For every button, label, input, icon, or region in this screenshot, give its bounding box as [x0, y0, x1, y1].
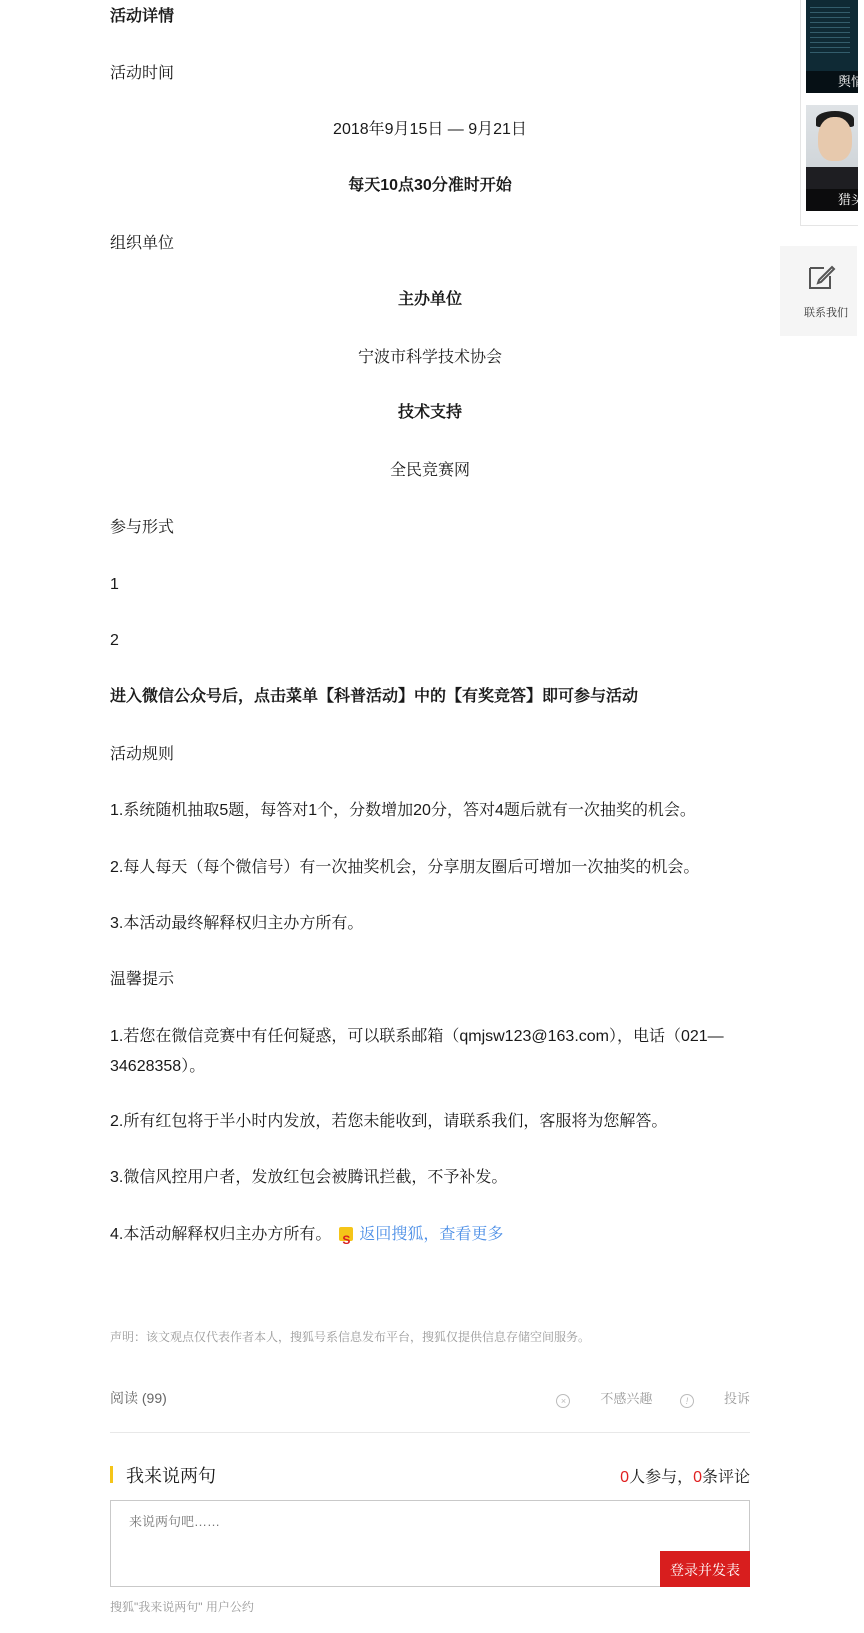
tips-label: 温馨提示 [110, 971, 175, 988]
date-range: 2018年9月15日 — 9月21日 [333, 121, 527, 138]
related-content-card [800, 0, 864, 226]
comment-header [110, 1460, 750, 1488]
comment-count-label: 条评论 [701, 1469, 750, 1486]
host-label: 主办单位 [397, 291, 462, 308]
portrait-face [818, 117, 852, 161]
form-label: 参与形式 [110, 519, 175, 536]
report-label: 投诉 [723, 1391, 750, 1406]
host-name: 宁波市科学技术协会 [357, 349, 502, 366]
tip-item: 1.若您在微信竞赛中有任何疑惑，可以联系邮箱（qmjsw123@163.com），电话（021—34628358）。 [110, 1028, 724, 1075]
edit-icon [806, 262, 836, 292]
related-thumbnail[interactable] [806, 0, 864, 93]
rule-item: 2.每人每天（每个微信号）有一次抽奖机会，分享朋友圈后可增加一次抽奖的机会。 [110, 859, 700, 876]
comment-title: 我来说两句 [126, 1466, 216, 1486]
login-and-post-button[interactable]: 登录并发表 [660, 1551, 750, 1587]
comment-input[interactable] [127, 1509, 731, 1563]
article-meta [110, 1388, 750, 1412]
comment-box [110, 1500, 750, 1587]
thumbnail-caption: 舆情 [806, 71, 858, 93]
comment-stats [620, 1464, 750, 1487]
start-time: 每天10点30分准时开始 [348, 177, 512, 194]
report-button[interactable] [680, 1391, 750, 1406]
sohu-logo-icon [339, 1227, 353, 1241]
rule-item: 1.系统随机抽取5题，每答对1个，分数增加20分，答对4题后就有一次抽奖的机会。 [110, 802, 696, 819]
back-to-sohu-link[interactable]: 返回搜狐，查看更多 [359, 1226, 504, 1243]
contact-us-button[interactable] [780, 246, 857, 336]
rules-label: 活动规则 [110, 746, 175, 763]
participant-count: 0 [620, 1469, 630, 1486]
contact-us-label: 联系我们 [804, 307, 848, 319]
disclaimer: 声明：该文观点仅代表作者本人，搜狐号系信息发布平台，搜狐仅提供信息存储空间服务。 [110, 1330, 591, 1344]
participant-label: 人参与， [629, 1469, 694, 1486]
user-agreement-link[interactable]: 搜狐"我来说两句" 用户公约 [110, 1600, 254, 1614]
not-interested-button[interactable] [556, 1391, 652, 1406]
section-heading: 活动详情 [110, 8, 175, 25]
thumbnail-caption: 猎头 [806, 189, 858, 211]
step-1: 1 [110, 576, 119, 593]
close-circle-icon: × [556, 1394, 570, 1408]
divider [110, 1432, 750, 1433]
not-interested-label: 不感兴趣 [600, 1391, 653, 1406]
join-instruction: 进入微信公众号后，点击菜单【科普活动】中的【有奖竞答】即可参与活动 [110, 688, 639, 705]
time-label: 活动时间 [110, 65, 175, 82]
tip-item: 3.微信风控用户者，发放红包会被腾讯拦截，不予补发。 [110, 1169, 508, 1186]
tip-item: 4.本活动解释权归主办方所有。 [110, 1226, 332, 1243]
comment-count: 0 [693, 1469, 702, 1486]
warning-icon: ! [680, 1394, 694, 1408]
tip-item: 2.所有红包将于半小时内发放，若您未能收到，请联系我们，客服将为您解答。 [110, 1113, 668, 1130]
tech-label: 技术支持 [397, 404, 462, 421]
meta-actions [532, 1388, 750, 1408]
step-2: 2 [110, 632, 119, 649]
accent-bar [110, 1466, 113, 1483]
read-count: 阅读 (99) [110, 1390, 167, 1406]
tech-name: 全民竞赛网 [389, 462, 470, 479]
rule-item: 3.本活动最终解释权归主办方所有。 [110, 915, 364, 932]
tip-item-with-link [110, 1220, 750, 1250]
related-thumbnail[interactable] [806, 105, 864, 211]
data-table-image [810, 7, 850, 57]
org-label: 组织单位 [110, 235, 175, 252]
